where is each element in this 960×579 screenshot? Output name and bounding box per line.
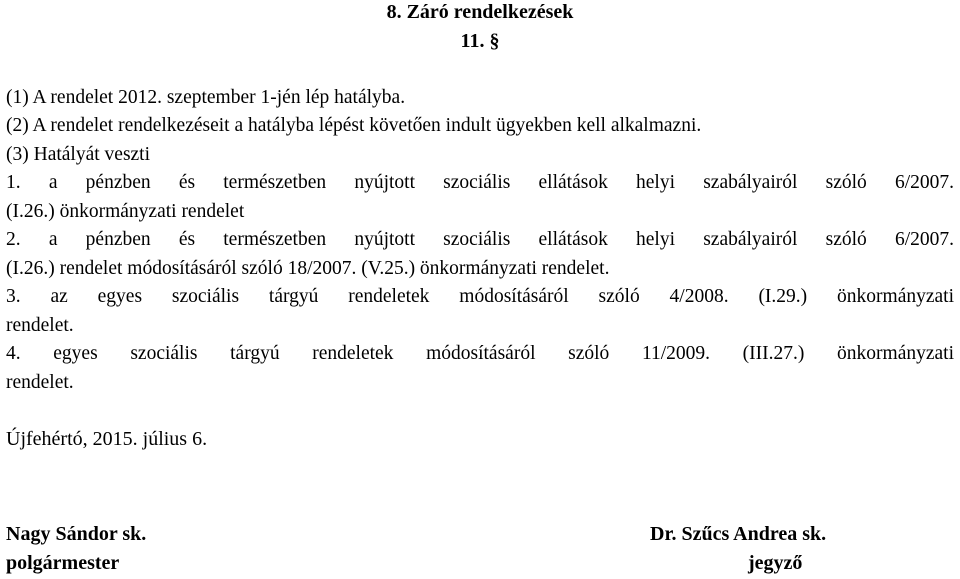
clause-2: (2) A rendelet rendelkezéseit a hatályba lépést követően indult ügyekben kell alkalmazni.: [6, 115, 702, 136]
signature-right-name: Dr. Szűcs Andrea sk.: [650, 523, 827, 545]
repealed-item-1-line-2: (I.26.) önkormányzati rendelet: [6, 201, 245, 222]
clause-1: (1) A rendelet 2012. szeptember 1-jén lép hatályba.: [6, 87, 406, 108]
repealed-item-3-line-2: rendelet.: [6, 315, 74, 336]
repealed-item-2-line-1: 2. a pénzben és természetben nyújtott szociális ellátások helyi szabályairól szóló 6/2007.: [6, 229, 954, 250]
signature-left-name: Nagy Sándor sk.: [6, 523, 147, 545]
signature-left-title: polgármester: [6, 552, 120, 574]
section-heading: 8. Záró rendelkezések: [386, 1, 574, 23]
signature-right-title: jegyző: [748, 552, 803, 574]
repealed-item-1-line-1: 1. a pénzben és természetben nyújtott szociális ellátások helyi szabályairól szóló 6/2007.: [6, 172, 954, 193]
repealed-item-4-line-1: 4. egyes szociális tárgyú rendeletek módosításáról szóló 11/2009. (III.27.) önkormányzati: [6, 343, 954, 364]
repealed-item-2-line-2: (I.26.) rendelet módosításáról szóló 18/2007. (V.25.) önkormányzati rendelet.: [6, 258, 610, 279]
repealed-item-4-line-2: rendelet.: [6, 372, 74, 393]
repealed-item-3-line-1: 3. az egyes szociális tárgyú rendeletek módosításáról szóló 4/2008. (I.29.) önkormányzati: [6, 286, 954, 307]
clause-3: (3) Hatályát veszti: [6, 144, 151, 165]
paragraph-heading: 11. §: [460, 30, 500, 52]
place-date: Újfehértó, 2015. július 6.: [6, 428, 208, 450]
